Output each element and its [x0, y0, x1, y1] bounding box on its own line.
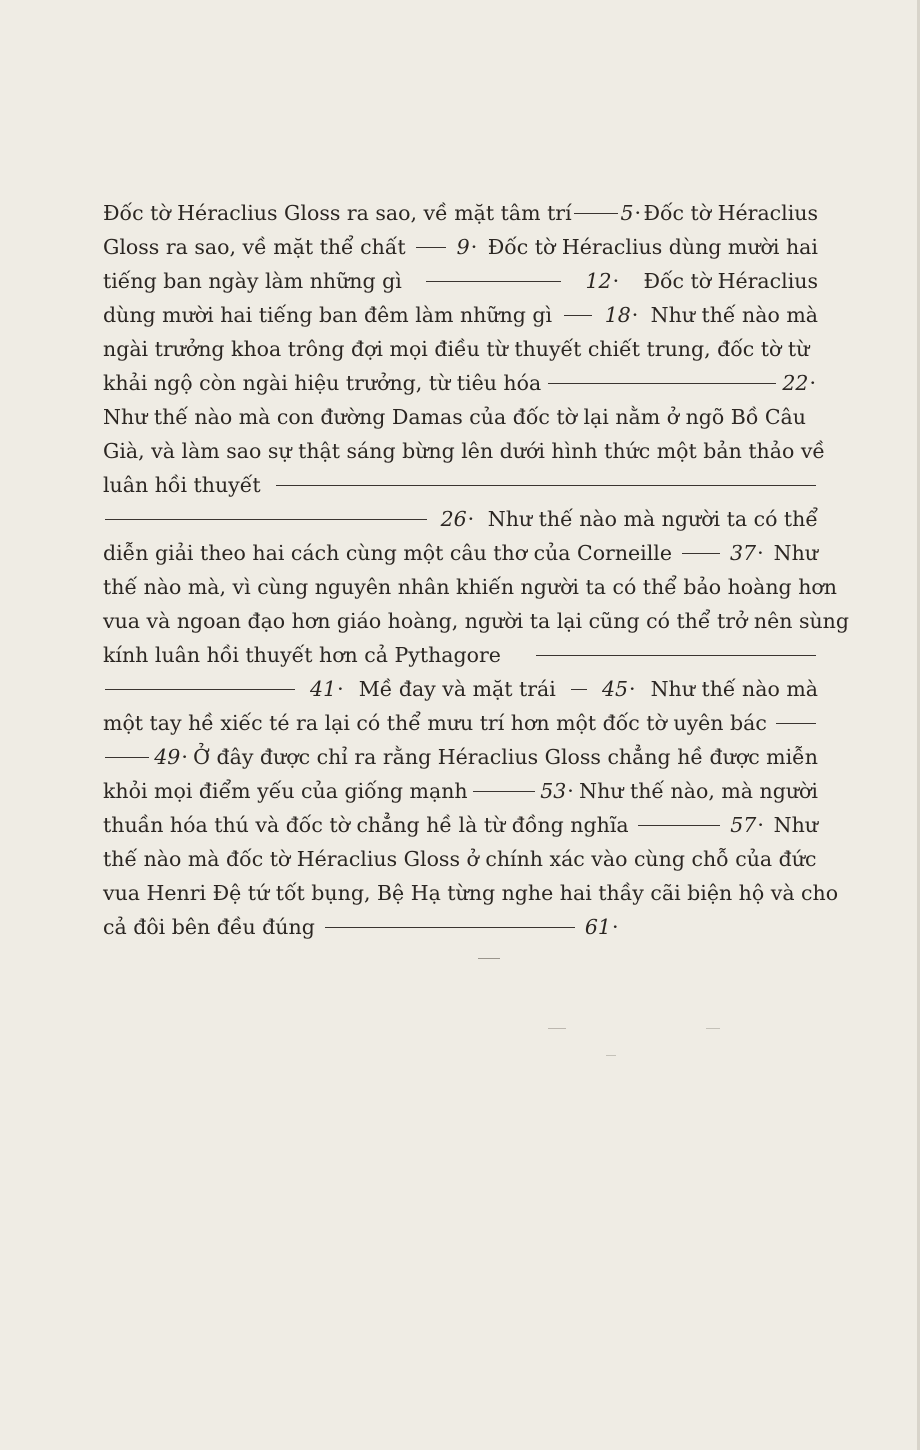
- toc-text: thuần hóa thú và đốc tờ chẳng hề là từ đồng nghĩa: [103, 813, 629, 837]
- paper-speck: [548, 1028, 566, 1029]
- page-number: 57: [730, 813, 757, 837]
- toc-text: thế nào mà đốc tờ Héraclius Gloss ở chính xác vào cùng chỗ của đức: [103, 847, 817, 871]
- toc-text: cả đôi bên đều đúng: [103, 915, 315, 939]
- page-number: 9: [456, 235, 470, 259]
- table-of-contents: [103, 196, 850, 944]
- leader-rule: [473, 791, 535, 792]
- toc-text: ngài trưởng khoa trông đợi mọi điều từ thuyết chiết trung, đốc tờ từ: [103, 337, 810, 361]
- leader-rule: [536, 655, 816, 656]
- paper-speck: [606, 1055, 616, 1056]
- leader-rule: [416, 247, 446, 248]
- toc-line: khỏi mọi điểm yếu của giống mạnh 53· Như thế nào, mà người: [103, 774, 818, 808]
- toc-line: [103, 434, 826, 468]
- toc-text: vua Henri Đệ tứ tốt bụng, Bệ Hạ từng nghe hai thầy cãi biện hộ và cho: [103, 881, 839, 905]
- toc-line: khải ngộ còn ngài hiệu trưởng, từ tiêu hóa 22·: [103, 366, 818, 400]
- toc-text: Già, và làm sao sự thật sáng bừng lên dưới hình thức một bản thảo về: [103, 439, 826, 463]
- leader-rule: [574, 213, 618, 214]
- page-number: 37: [730, 541, 757, 565]
- leader-rule: [105, 689, 295, 690]
- leader-rule: [426, 281, 561, 282]
- toc-text: kính luân hồi thuyết hơn cả Pythagore: [103, 643, 501, 667]
- leader-rule: [638, 825, 720, 826]
- page-number: 49: [154, 745, 181, 769]
- toc-text: một tay hề xiếc té ra lại có thể mưu trí hơn một đốc tờ uyên bác: [103, 711, 767, 735]
- toc-line: 41· Mề đay và mặt trái 45· Như thế nào mà: [103, 672, 818, 706]
- toc-text: vua và ngoan đạo hơn giáo hoàng, người ta lại cũng có thể trở nên sùng: [103, 609, 850, 633]
- paper-speck: [478, 958, 500, 959]
- toc-text: Như thế nào mà: [650, 303, 818, 327]
- toc-line: [103, 706, 818, 740]
- toc-line: [103, 604, 850, 638]
- toc-line: [103, 468, 818, 502]
- page-number: 18: [604, 303, 631, 327]
- toc-text: Gloss ra sao, về mặt thể chất: [103, 235, 406, 259]
- toc-line: [103, 638, 818, 672]
- toc-line: thuần hóa thú và đốc tờ chẳng hề là từ đồng nghĩa 57· Như: [103, 808, 818, 842]
- leader-rule: [571, 689, 587, 690]
- toc-line: [103, 332, 818, 366]
- page-number: 61: [584, 915, 611, 939]
- toc-text: Như thế nào mà người ta có thể: [487, 507, 818, 531]
- toc-text: Mề đay và mặt trái: [358, 677, 556, 701]
- leader-rule: [105, 757, 149, 758]
- leader-rule: [682, 553, 720, 554]
- toc-text: thế nào mà, vì cùng nguyên nhân khiến người ta có thể bảo hoàng hơn: [103, 575, 837, 599]
- leader-rule: [276, 485, 816, 486]
- paper-speck: [706, 1028, 720, 1029]
- toc-line: [103, 570, 837, 604]
- toc-text: luân hồi thuyết: [103, 473, 261, 497]
- toc-text: Như: [773, 813, 818, 837]
- page-number: 5: [620, 201, 634, 225]
- toc-text: khỏi mọi điểm yếu của giống mạnh: [103, 779, 468, 803]
- toc-line: [103, 842, 818, 876]
- page-number: 41: [310, 677, 337, 701]
- toc-text: Như: [773, 541, 818, 565]
- toc-text: Đốc tờ Héraclius Gloss ra sao, về mặt tâm trí: [103, 201, 572, 225]
- toc-line: cả đôi bên đều đúng 61·: [103, 910, 818, 944]
- toc-text: Như thế nào, mà người: [579, 779, 818, 803]
- toc-line: Đốc tờ Héraclius Gloss ra sao, về mặt tâm trí 5· Đốc tờ Héraclius: [103, 196, 818, 230]
- toc-line: 26· Như thế nào mà người ta có thể: [103, 502, 818, 536]
- leader-rule: [325, 927, 575, 928]
- leader-rule: [776, 723, 816, 724]
- leader-rule: [548, 383, 776, 384]
- toc-text: Như thế nào mà con đường Damas của đốc tờ lại nằm ở ngõ Bồ Câu: [103, 405, 806, 429]
- toc-line: tiếng ban ngày làm những gì 12· Đốc tờ Héraclius: [103, 264, 818, 298]
- toc-line: 49· Ở đây được chỉ ra rằng Héraclius Gloss chẳng hề được miễn: [103, 740, 818, 774]
- leader-rule: [105, 519, 427, 520]
- toc-text: Đốc tờ Héraclius: [643, 201, 818, 225]
- page-number: 53: [540, 779, 567, 803]
- page-number: 22: [782, 371, 809, 395]
- toc-line: diễn giải theo hai cách cùng một câu thơ của Corneille 37· Như: [103, 536, 818, 570]
- page-number: 12: [585, 269, 612, 293]
- toc-text: Đốc tờ Héraclius dùng mười hai: [487, 235, 818, 259]
- toc-line: Gloss ra sao, về mặt thể chất 9· Đốc tờ Héraclius dùng mười hai: [103, 230, 818, 264]
- toc-text: dùng mười hai tiếng ban đêm làm những gì: [103, 303, 553, 327]
- toc-text: Như thế nào mà: [650, 677, 818, 701]
- toc-line: [103, 876, 839, 910]
- toc-text: Đốc tờ Héraclius: [643, 269, 818, 293]
- page-number: 26: [440, 507, 467, 531]
- page-number: 45: [601, 677, 629, 701]
- toc-line: dùng mười hai tiếng ban đêm làm những gì 18· Như thế nào mà: [103, 298, 818, 332]
- toc-line: [103, 400, 818, 434]
- leader-rule: [564, 315, 592, 316]
- toc-text: khải ngộ còn ngài hiệu trưởng, từ tiêu hóa: [103, 371, 542, 395]
- toc-text: Ở đây được chỉ ra rằng Héraclius Gloss chẳng hề được miễn: [193, 745, 818, 769]
- toc-text: diễn giải theo hai cách cùng một câu thơ của Corneille: [103, 541, 672, 565]
- toc-text: tiếng ban ngày làm những gì: [103, 269, 402, 293]
